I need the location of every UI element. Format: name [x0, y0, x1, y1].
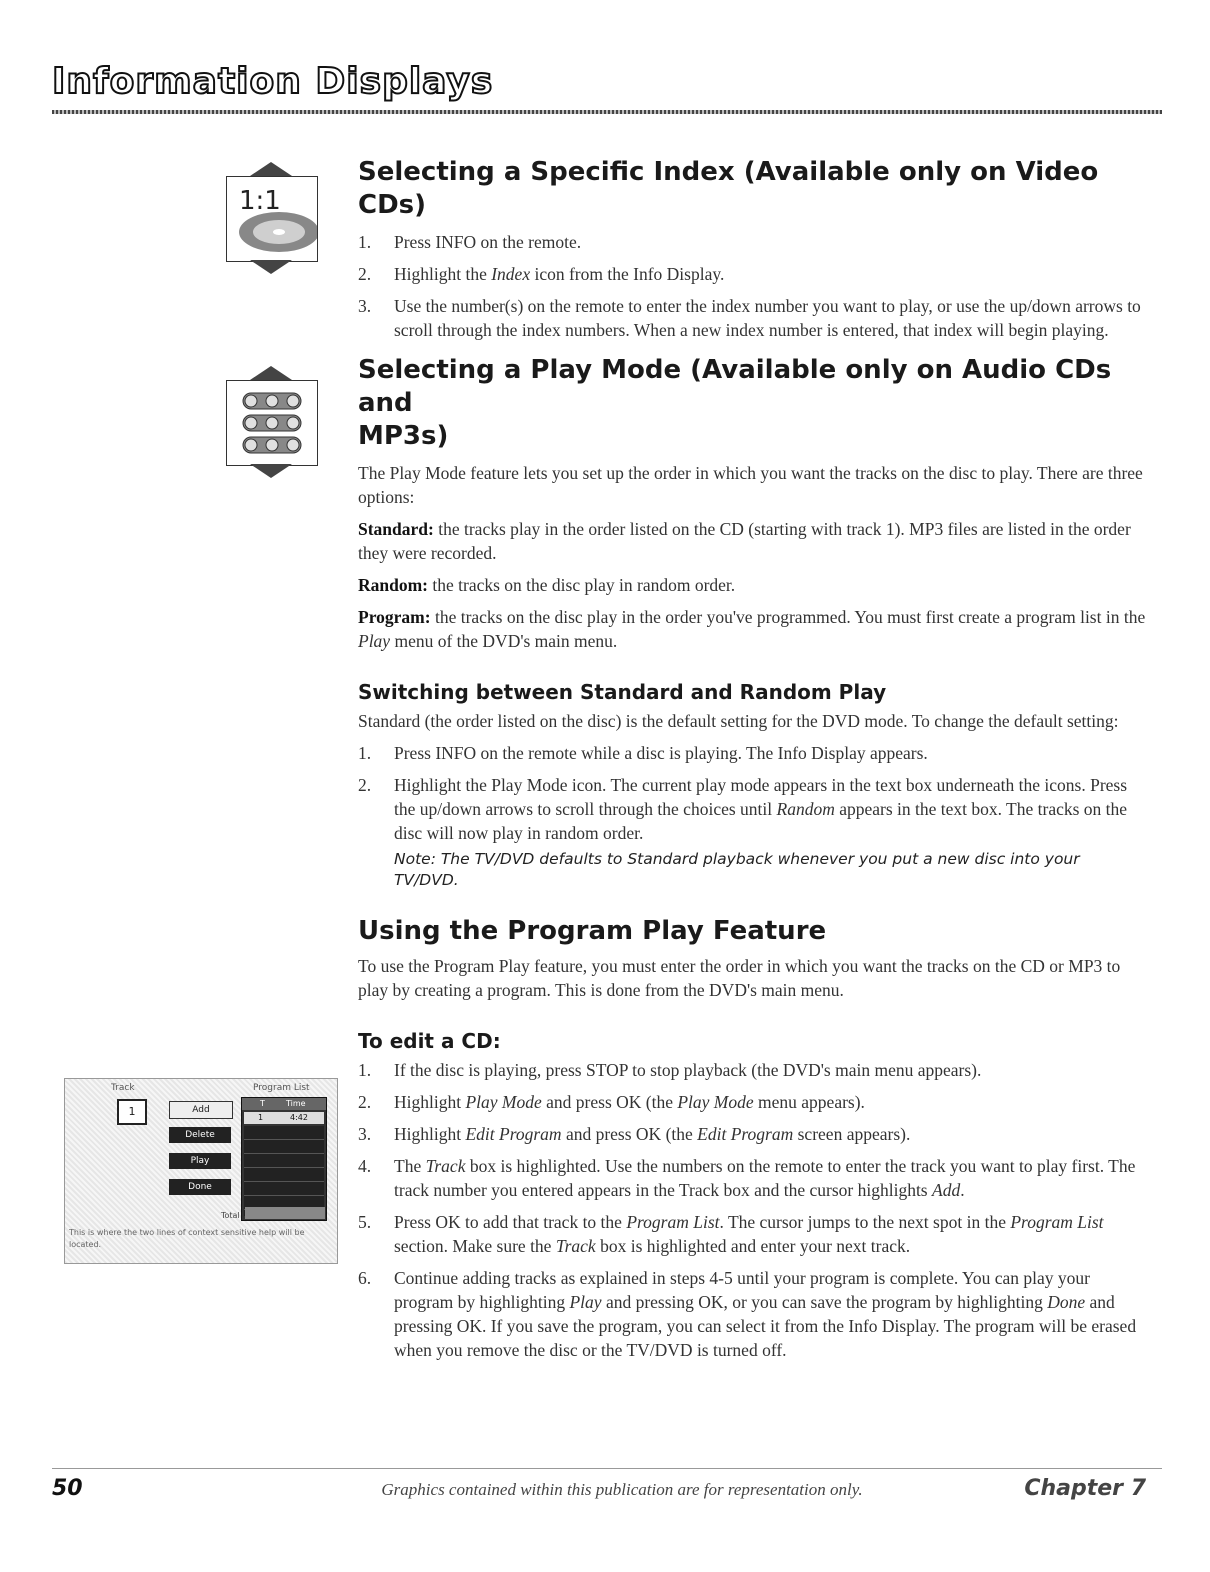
playmode-program: Program: the tracks on the disc play in the order you've programmed. You must first create a program list in the Play menu of the DVD's main menu. [358, 607, 1146, 651]
edit-step-6: 6. Continue adding tracks as explained in steps 4-5 until your program is complete. You can play your program by highlighting Play and pressing OK, or you can save the program by highlighting Done and pressing OK. If you save the program, you can select it from the Info Display. The program will be erased when you remove the disc or the TV/DVD is turned off. [358, 1268, 1137, 1360]
edit-step-5: 5. Press OK to add that track to the Program List. The cursor jumps to the next spot in the Program List section. Make sure the Track box is highlighted and enter your next track. [358, 1212, 1104, 1256]
playmode-intro: The Play Mode feature lets you set up the order in which you want the tracks on the disc to play. There are three options: [358, 463, 1143, 507]
illus-total-label: Total [221, 1211, 240, 1220]
illus-list-lines [244, 1126, 324, 1216]
illus-program-list-label: Program List [253, 1083, 310, 1093]
index-step-3: 3. Use the number(s) on the remote to enter the index number you want to play, or use the up/down arrows to scroll through the index numbers. When a new index number is entered, that index will begin playing. [358, 296, 1141, 340]
illus-done-button: Done [169, 1179, 231, 1195]
illus-add-button: Add [169, 1101, 233, 1119]
edit-step-1: 1. If the disc is playing, press STOP to stop playback (the DVD's main menu appears). [358, 1060, 982, 1080]
index-heading: Selecting a Specific Index (Available only on Video CDs) [358, 157, 1099, 220]
index-disc-icon [227, 177, 317, 261]
index-step-1: 1. Press INFO on the remote. [358, 232, 582, 252]
playmode-heading: Selecting a Play Mode (Available only on Audio CDs and MP3s) [358, 355, 1112, 451]
chapter-label: Chapter 7 [1024, 1476, 1146, 1501]
illus-help-text: This is where the two lines of context sensitive help will be located. [69, 1228, 305, 1249]
edit-steps [358, 1058, 1148, 1362]
footer-disclaimer: Graphics contained within this publication are for representation only. [381, 1480, 863, 1499]
page-number: 50 [52, 1476, 83, 1501]
playmode-up-arrow-icon [250, 366, 292, 380]
program-heading: Using the Program Play Feature [358, 916, 827, 946]
illus-track-label: Track [111, 1083, 135, 1093]
illus-program-list [241, 1097, 327, 1221]
switching-heading: Switching between Standard and Random Play [358, 680, 887, 704]
switching-intro: Standard (the order listed on the disc) is the default setting for the DVD mode. To change the default setting: [358, 711, 1119, 731]
switching-steps [358, 741, 1148, 845]
section-index [358, 156, 1148, 350]
edit-step-4: 4. The Track box is highlighted. Use the numbers on the remote to enter the track you want to play first. The track number you entered appears in the Track box and the cursor highlights Add. [358, 1156, 1136, 1200]
header-rule [52, 110, 1162, 114]
switching-step-1: 1. Press INFO on the remote while a disc is playing. The Info Display appears. [358, 743, 928, 763]
edit-step-2: 2. Highlight Play Mode and press OK (the Play Mode menu appears). [358, 1092, 865, 1112]
index-up-arrow-icon [250, 162, 292, 176]
program-intro: To use the Program Play feature, you must enter the order in which you want the tracks on the CD or MP3 to play by creating a program. This is done from the DVD's main menu. [358, 956, 1121, 1000]
index-step-2: 2. Highlight the Index icon from the Info Display. [358, 264, 725, 284]
illus-list-header: T Time [242, 1098, 326, 1110]
section-playmode [358, 354, 1148, 1370]
index-steps [358, 230, 1148, 342]
edit-step-3: 3. Highlight Edit Program and press OK (the Edit Program screen appears). [358, 1124, 911, 1144]
illus-list-row: 1 4:42 [244, 1112, 324, 1124]
illus-track-box: 1 [117, 1099, 147, 1125]
footer-rule [52, 1468, 1162, 1469]
illus-total-box [245, 1207, 325, 1219]
switching-step-2: 2. Highlight the Play Mode icon. The current play mode appears in the text box underneath the icons. Press the up/down arrows to scroll through the choices until Random appears in the text box. The tracks on the disc will now play in random order. [358, 775, 1128, 843]
playmode-dots-icon [227, 381, 317, 465]
illus-delete-button: Delete [169, 1127, 231, 1143]
switching-note: Note: The TV/DVD defaults to Standard playback whenever you put a new disc into your TV/DVD. [394, 850, 1080, 889]
index-down-arrow-icon [250, 260, 292, 274]
index-icon-label: 1:1 [239, 186, 281, 216]
playmode-down-arrow-icon [250, 464, 292, 478]
playmode-icon [226, 380, 318, 466]
edit-heading: To edit a CD: [358, 1029, 501, 1053]
page-footer [52, 1468, 1162, 1508]
page-header [52, 62, 1162, 122]
page-title: Information Displays [52, 61, 494, 102]
illus-play-button: Play [169, 1153, 231, 1169]
index-icon [226, 176, 318, 262]
playmode-random: Random: the tracks on the disc play in random order. [358, 575, 736, 595]
edit-program-screen-illustration [64, 1078, 338, 1264]
playmode-standard: Standard: the tracks play in the order listed on the CD (starting with track 1). MP3 files are listed in the order they were recorded. [358, 519, 1131, 563]
